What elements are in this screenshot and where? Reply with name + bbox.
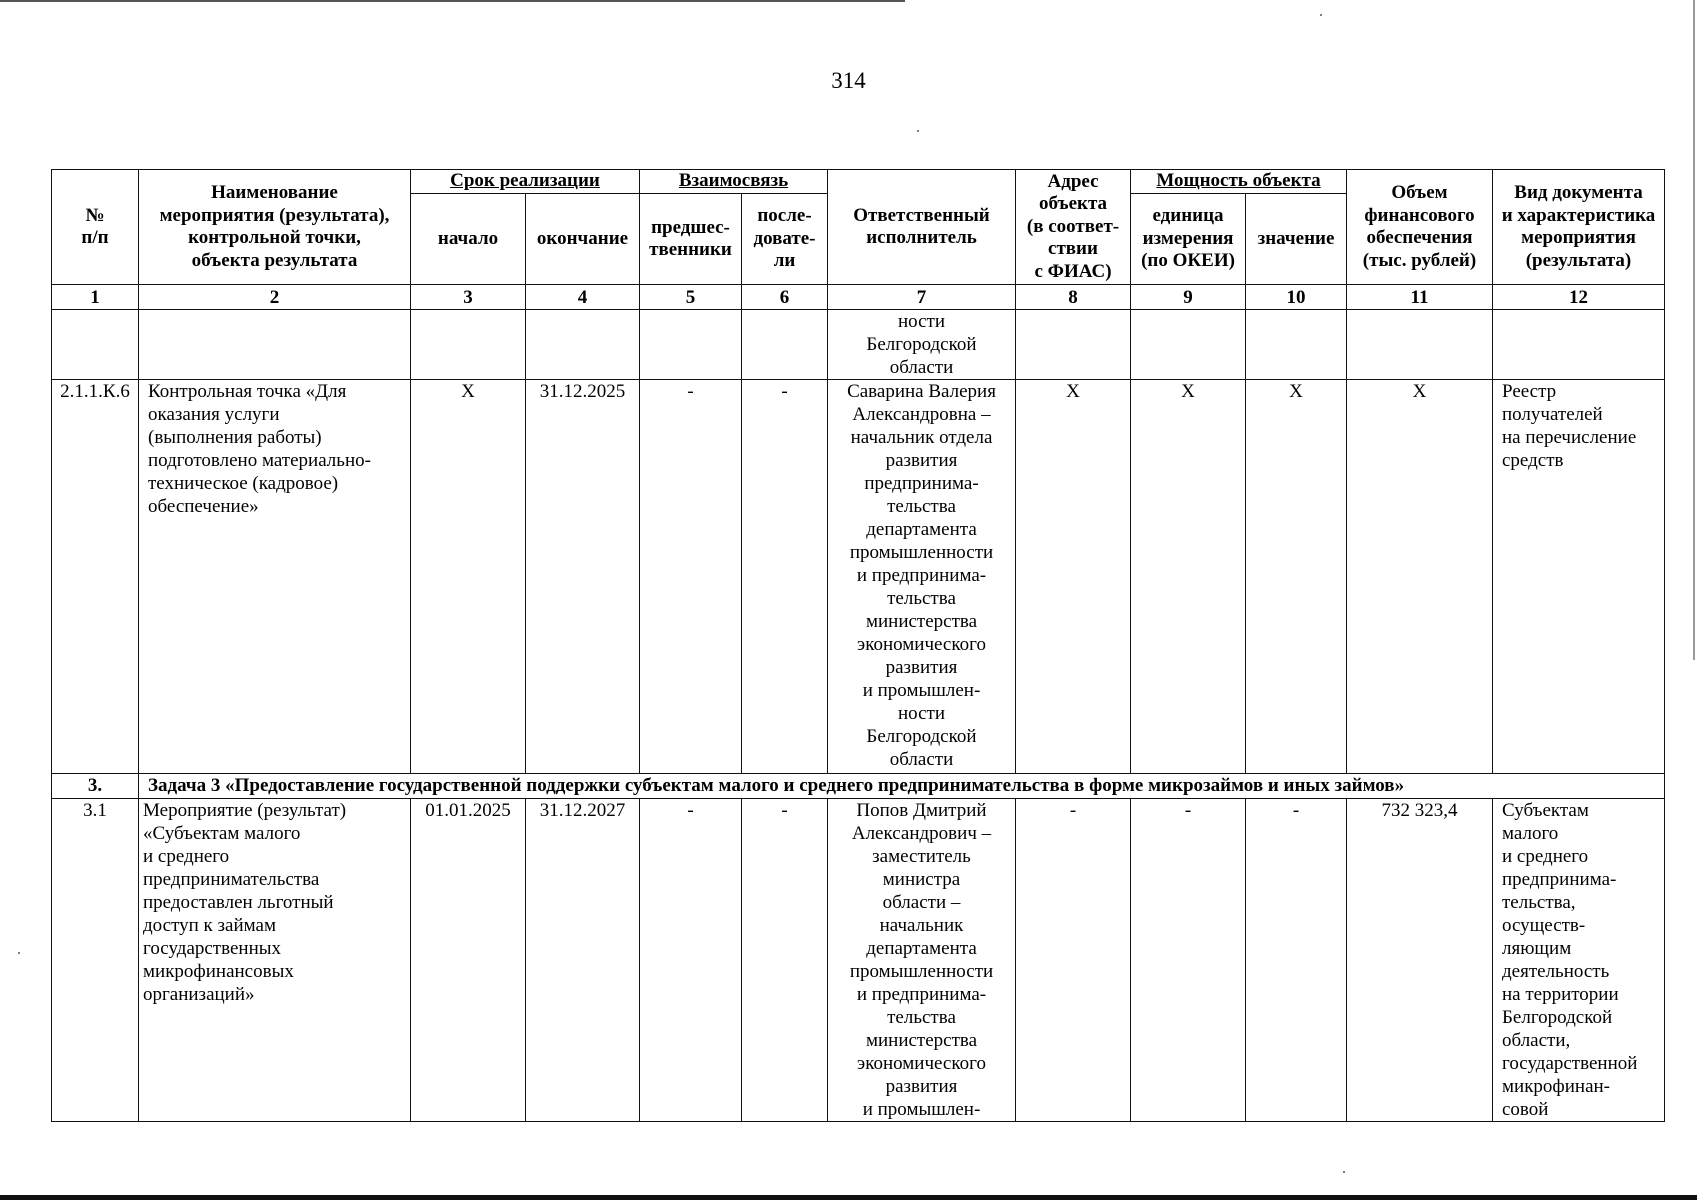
scan-speck	[1343, 1171, 1345, 1173]
row-responsible: Попов Дмитрий Александрович – заместитель министра области – начальник департамента промышленности и предпринима- тельства министерства экономического развития и промышлен-	[828, 799, 1016, 1122]
row-start: Х	[411, 380, 526, 774]
header-next: после- довате- ли	[742, 194, 828, 285]
row-prev: -	[640, 380, 742, 774]
header-start: начало	[411, 194, 526, 285]
scan-bottom-edge	[0, 1195, 1697, 1200]
column-number: 8	[1016, 285, 1131, 310]
header-volume: Объем финансового обеспечения (тыс. рублей)	[1347, 170, 1493, 285]
task-title: Задача 3 «Предоставление государственной поддержки субъектам малого и среднего предпринимательства в форме микрозаймов и иных займов»	[139, 774, 1665, 799]
row-value: Х	[1246, 380, 1347, 774]
row-prev: -	[640, 799, 742, 1122]
page-number: 314	[831, 68, 866, 93]
header-value: значение	[1246, 194, 1347, 285]
header-unit: единица измерения (по ОКЕИ)	[1131, 194, 1246, 285]
scan-top-edge	[0, 0, 905, 2]
scan-speck	[917, 130, 919, 132]
table-row	[52, 380, 1665, 774]
column-numbers-row	[52, 285, 1665, 310]
row-responsible: Саварина Валерия Александровна – начальник отдела развития предпринима- тельства департамента промышленности и предпринима- тельства министерства экономического развития и промышлен- ности Белгородской области	[828, 380, 1016, 774]
scan-speck	[1320, 14, 1322, 16]
row-start: 01.01.2025	[411, 799, 526, 1122]
row-name: Мероприятие (результат) «Субъектам малого и среднего предпринимательства предоставлен льготный доступ к займам государственных микрофинансовых организаций»	[139, 799, 411, 1122]
header-responsible: Ответственный исполнитель	[828, 170, 1016, 285]
column-number: 4	[526, 285, 640, 310]
header-row-top	[52, 170, 1665, 194]
header-name: Наименование мероприятия (результата), контрольной точки, объекта результата	[139, 170, 411, 285]
task-number: 3.	[52, 774, 139, 799]
row-next: -	[742, 799, 828, 1122]
column-number: 9	[1131, 285, 1246, 310]
continuation-responsible: ности Белгородской области	[828, 310, 1016, 380]
column-number: 1	[52, 285, 139, 310]
row-address: Х	[1016, 380, 1131, 774]
row-value: -	[1246, 799, 1347, 1122]
column-number: 6	[742, 285, 828, 310]
scan-speck	[18, 952, 20, 954]
header-power: Мощность объекта	[1131, 170, 1347, 194]
row-document: Реестр получателей на перечисление средств	[1493, 380, 1665, 774]
header-end: окончание	[526, 194, 640, 285]
row-number: 3.1	[52, 799, 139, 1122]
header-term: Срок реализации	[411, 170, 640, 194]
row-end: 31.12.2027	[526, 799, 640, 1122]
row-unit: Х	[1131, 380, 1246, 774]
header-address: Адрес объекта (в соответ- ствии с ФИАС)	[1016, 170, 1131, 285]
header-link: Взаимосвязь	[640, 170, 828, 194]
row-volume: 732 323,4	[1347, 799, 1493, 1122]
row-volume: Х	[1347, 380, 1493, 774]
column-number: 11	[1347, 285, 1493, 310]
header-document: Вид документа и характеристика мероприятия (результата)	[1493, 170, 1665, 285]
continuation-row	[52, 310, 1665, 380]
row-unit: -	[1131, 799, 1246, 1122]
column-number: 12	[1493, 285, 1665, 310]
row-next: -	[742, 380, 828, 774]
scan-right-edge	[1693, 0, 1695, 660]
table-row	[52, 799, 1665, 1122]
column-number: 10	[1246, 285, 1347, 310]
task-row	[52, 774, 1665, 799]
row-address: -	[1016, 799, 1131, 1122]
row-document: Субъектам малого и среднего предпринима- тельства, осуществ- ляющим деятельность на территории Белгородской области, государственной микрофинан- совой	[1493, 799, 1665, 1122]
header-num: № п/п	[52, 170, 139, 285]
row-end: 31.12.2025	[526, 380, 640, 774]
column-number: 3	[411, 285, 526, 310]
column-number: 7	[828, 285, 1016, 310]
row-number: 2.1.1.К.6	[52, 380, 139, 774]
measures-table	[51, 169, 1665, 1122]
row-name: Контрольная точка «Для оказания услуги (выполнения работы) подготовлено материально- техническое (кадровое) обеспечение»	[139, 380, 411, 774]
column-number: 5	[640, 285, 742, 310]
column-number: 2	[139, 285, 411, 310]
header-prev: предшес- твенники	[640, 194, 742, 285]
